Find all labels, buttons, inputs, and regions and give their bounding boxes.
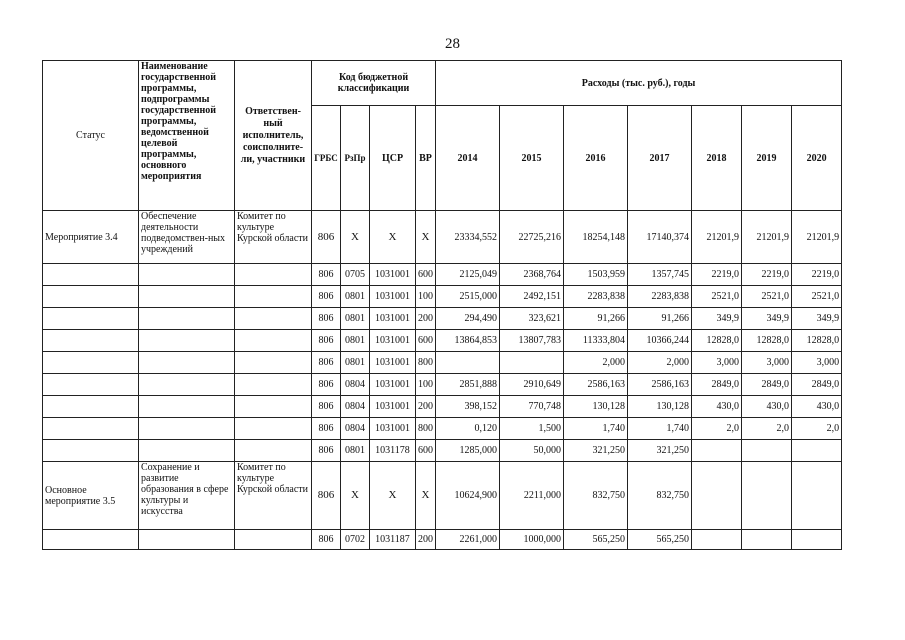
cell-name: [139, 418, 235, 440]
header-csr: ЦСР: [370, 106, 416, 211]
cell-grbs: 806: [312, 374, 341, 396]
cell-value: 2,000: [564, 352, 628, 374]
cell-grbs: 806: [312, 308, 341, 330]
cell-status: [43, 396, 139, 418]
cell-csr: 1031001: [370, 418, 416, 440]
cell-value: 2521,0: [742, 286, 792, 308]
cell-value: [742, 440, 792, 462]
cell-vr: 600: [416, 440, 436, 462]
cell-value: 2586,163: [628, 374, 692, 396]
cell-executor: [235, 264, 312, 286]
header-year: 2019: [742, 106, 792, 211]
cell-rzpr: 0801: [341, 330, 370, 352]
cell-value: 10624,900: [436, 462, 500, 530]
cell-value: 294,490: [436, 308, 500, 330]
cell-executor: [235, 308, 312, 330]
cell-status: [43, 352, 139, 374]
cell-value: 21201,9: [692, 211, 742, 264]
cell-value: 3,000: [792, 352, 842, 374]
cell-value: 130,128: [628, 396, 692, 418]
header-grbs: ГРБС: [312, 106, 341, 211]
cell-value: [792, 440, 842, 462]
table-row: [43, 530, 842, 550]
cell-csr: 1031001: [370, 308, 416, 330]
cell-value: 2,0: [742, 418, 792, 440]
cell-status: [43, 440, 139, 462]
cell-rzpr: 0801: [341, 286, 370, 308]
cell-value: 12828,0: [792, 330, 842, 352]
cell-csr: 1031001: [370, 374, 416, 396]
cell-value: 12828,0: [692, 330, 742, 352]
cell-status: [43, 330, 139, 352]
cell-executor: [235, 418, 312, 440]
cell-value: 13864,853: [436, 330, 500, 352]
cell-value: 1357,745: [628, 264, 692, 286]
cell-value: [742, 530, 792, 550]
cell-value: 1,500: [500, 418, 564, 440]
cell-value: 21201,9: [742, 211, 792, 264]
cell-value: 130,128: [564, 396, 628, 418]
header-status: Статус: [43, 61, 139, 211]
cell-value: 2,000: [628, 352, 692, 374]
cell-name: [139, 308, 235, 330]
cell-value: 832,750: [628, 462, 692, 530]
cell-value: 430,0: [792, 396, 842, 418]
cell-csr: Х: [370, 211, 416, 264]
cell-csr: 1031001: [370, 396, 416, 418]
cell-value: 398,152: [436, 396, 500, 418]
cell-grbs: 806: [312, 440, 341, 462]
cell-status: [43, 418, 139, 440]
header-name: Наименование государственной программы, подпрограммы государственной программы, ведомственной целевой программы, основного мероприятия: [139, 61, 235, 211]
cell-value: 21201,9: [792, 211, 842, 264]
cell-status: Мероприятие 3.4: [43, 211, 139, 264]
cell-status: [43, 530, 139, 550]
cell-value: 50,000: [500, 440, 564, 462]
cell-name: [139, 286, 235, 308]
cell-executor: [235, 352, 312, 374]
cell-value: 0,120: [436, 418, 500, 440]
cell-value: 321,250: [564, 440, 628, 462]
cell-value: 349,9: [792, 308, 842, 330]
cell-value: 2125,049: [436, 264, 500, 286]
table-row: [43, 396, 842, 418]
cell-value: 2283,838: [628, 286, 692, 308]
cell-value: [692, 440, 742, 462]
cell-value: 565,250: [564, 530, 628, 550]
cell-grbs: 806: [312, 352, 341, 374]
cell-value: 13807,783: [500, 330, 564, 352]
cell-name: [139, 374, 235, 396]
cell-vr: 600: [416, 330, 436, 352]
cell-vr: Х: [416, 211, 436, 264]
header-vr: ВР: [416, 106, 436, 211]
header-kbk-group: Код бюджетной классификации: [312, 61, 436, 106]
cell-value: 23334,552: [436, 211, 500, 264]
cell-name: [139, 530, 235, 550]
cell-value: 17140,374: [628, 211, 692, 264]
cell-vr: 200: [416, 396, 436, 418]
cell-value: 12828,0: [742, 330, 792, 352]
cell-value: 3,000: [692, 352, 742, 374]
cell-executor: [235, 530, 312, 550]
cell-vr: 200: [416, 530, 436, 550]
cell-status: [43, 264, 139, 286]
cell-csr: 1031001: [370, 352, 416, 374]
cell-grbs: 806: [312, 418, 341, 440]
cell-name: [139, 352, 235, 374]
cell-value: 22725,216: [500, 211, 564, 264]
cell-csr: Х: [370, 462, 416, 530]
page-number: 28: [445, 36, 460, 52]
cell-value: 2492,151: [500, 286, 564, 308]
cell-value: [692, 462, 742, 530]
cell-vr: 100: [416, 374, 436, 396]
cell-grbs: 806: [312, 462, 341, 530]
cell-value: 2586,163: [564, 374, 628, 396]
cell-vr: 600: [416, 264, 436, 286]
cell-vr: 800: [416, 352, 436, 374]
cell-value: 832,750: [564, 462, 628, 530]
cell-status: [43, 374, 139, 396]
cell-value: 1000,000: [500, 530, 564, 550]
cell-name: [139, 440, 235, 462]
cell-name: [139, 396, 235, 418]
cell-value: 1503,959: [564, 264, 628, 286]
cell-value: 430,0: [692, 396, 742, 418]
cell-value: 10366,244: [628, 330, 692, 352]
header-executor: Ответствен-ный исполнитель, соисполните-ли, участники: [235, 61, 312, 211]
cell-value: 18254,148: [564, 211, 628, 264]
cell-executor: Комитет по культуре Курской области: [235, 211, 312, 264]
cell-rzpr: 0801: [341, 308, 370, 330]
cell-csr: 1031001: [370, 330, 416, 352]
cell-value: 11333,804: [564, 330, 628, 352]
cell-value: 1,740: [628, 418, 692, 440]
header-expenses-group: Расходы (тыс. руб.), годы: [436, 61, 842, 106]
header-year: 2017: [628, 106, 692, 211]
cell-value: [436, 352, 500, 374]
cell-value: [692, 530, 742, 550]
cell-value: 2521,0: [692, 286, 742, 308]
cell-value: 2219,0: [792, 264, 842, 286]
table-row: [43, 374, 842, 396]
cell-value: 2849,0: [692, 374, 742, 396]
cell-rzpr: Х: [341, 462, 370, 530]
cell-executor: Комитет по культуре Курской области: [235, 462, 312, 530]
header-rzpr: РзПр: [341, 106, 370, 211]
cell-value: 1,740: [564, 418, 628, 440]
cell-value: 430,0: [742, 396, 792, 418]
cell-value: 323,621: [500, 308, 564, 330]
cell-name: [139, 264, 235, 286]
cell-value: 2283,838: [564, 286, 628, 308]
cell-value: 91,266: [628, 308, 692, 330]
table-row: [43, 264, 842, 286]
header-year: 2015: [500, 106, 564, 211]
cell-rzpr: 0702: [341, 530, 370, 550]
cell-executor: [235, 374, 312, 396]
cell-value: 321,250: [628, 440, 692, 462]
cell-grbs: 806: [312, 396, 341, 418]
cell-value: 2851,888: [436, 374, 500, 396]
cell-csr: 1031001: [370, 264, 416, 286]
cell-rzpr: 0705: [341, 264, 370, 286]
cell-executor: [235, 440, 312, 462]
cell-rzpr: 0804: [341, 396, 370, 418]
cell-grbs: 806: [312, 211, 341, 264]
cell-vr: 800: [416, 418, 436, 440]
cell-rzpr: 0804: [341, 374, 370, 396]
cell-grbs: 806: [312, 286, 341, 308]
table-row: [43, 440, 842, 462]
cell-vr: 100: [416, 286, 436, 308]
table-row: [43, 308, 842, 330]
table-row: [43, 330, 842, 352]
cell-rzpr: Х: [341, 211, 370, 264]
cell-vr: 200: [416, 308, 436, 330]
cell-value: 2521,0: [792, 286, 842, 308]
table-row: [43, 211, 842, 264]
cell-value: [792, 462, 842, 530]
cell-value: 349,9: [692, 308, 742, 330]
header-year: 2020: [792, 106, 842, 211]
cell-value: 2261,000: [436, 530, 500, 550]
cell-value: 3,000: [742, 352, 792, 374]
cell-value: [792, 530, 842, 550]
table-row: [43, 286, 842, 308]
cell-value: 2910,649: [500, 374, 564, 396]
cell-value: 2219,0: [692, 264, 742, 286]
cell-value: 2849,0: [742, 374, 792, 396]
header-year: 2014: [436, 106, 500, 211]
cell-value: 349,9: [742, 308, 792, 330]
cell-executor: [235, 330, 312, 352]
cell-csr: 1031001: [370, 286, 416, 308]
cell-name: Обеспечение деятельности подведомствен-ных учреждений: [139, 211, 235, 264]
cell-status: [43, 308, 139, 330]
cell-value: 2515,000: [436, 286, 500, 308]
cell-value: 770,748: [500, 396, 564, 418]
cell-value: 2,0: [692, 418, 742, 440]
table-body: [43, 211, 842, 550]
header-year: 2016: [564, 106, 628, 211]
cell-rzpr: 0801: [341, 440, 370, 462]
cell-value: 2211,000: [500, 462, 564, 530]
cell-value: 2,0: [792, 418, 842, 440]
cell-vr: Х: [416, 462, 436, 530]
cell-rzpr: 0801: [341, 352, 370, 374]
cell-value: 565,250: [628, 530, 692, 550]
cell-value: 2849,0: [792, 374, 842, 396]
header-year: 2018: [692, 106, 742, 211]
cell-value: [500, 352, 564, 374]
cell-status: Основное мероприятие 3.5: [43, 462, 139, 530]
cell-status: [43, 286, 139, 308]
table-row: [43, 352, 842, 374]
cell-executor: [235, 286, 312, 308]
cell-csr: 1031178: [370, 440, 416, 462]
cell-name: [139, 330, 235, 352]
cell-value: 1285,000: [436, 440, 500, 462]
cell-value: 2219,0: [742, 264, 792, 286]
cell-executor: [235, 396, 312, 418]
cell-grbs: 806: [312, 264, 341, 286]
cell-grbs: 806: [312, 330, 341, 352]
budget-table: [42, 60, 842, 550]
cell-csr: 1031187: [370, 530, 416, 550]
cell-rzpr: 0804: [341, 418, 370, 440]
cell-value: 2368,764: [500, 264, 564, 286]
cell-value: [742, 462, 792, 530]
cell-grbs: 806: [312, 530, 341, 550]
cell-value: 91,266: [564, 308, 628, 330]
table-row: [43, 462, 842, 530]
table-row: [43, 418, 842, 440]
cell-name: Сохранение и развитие образования в сфере культуры и искусства: [139, 462, 235, 530]
